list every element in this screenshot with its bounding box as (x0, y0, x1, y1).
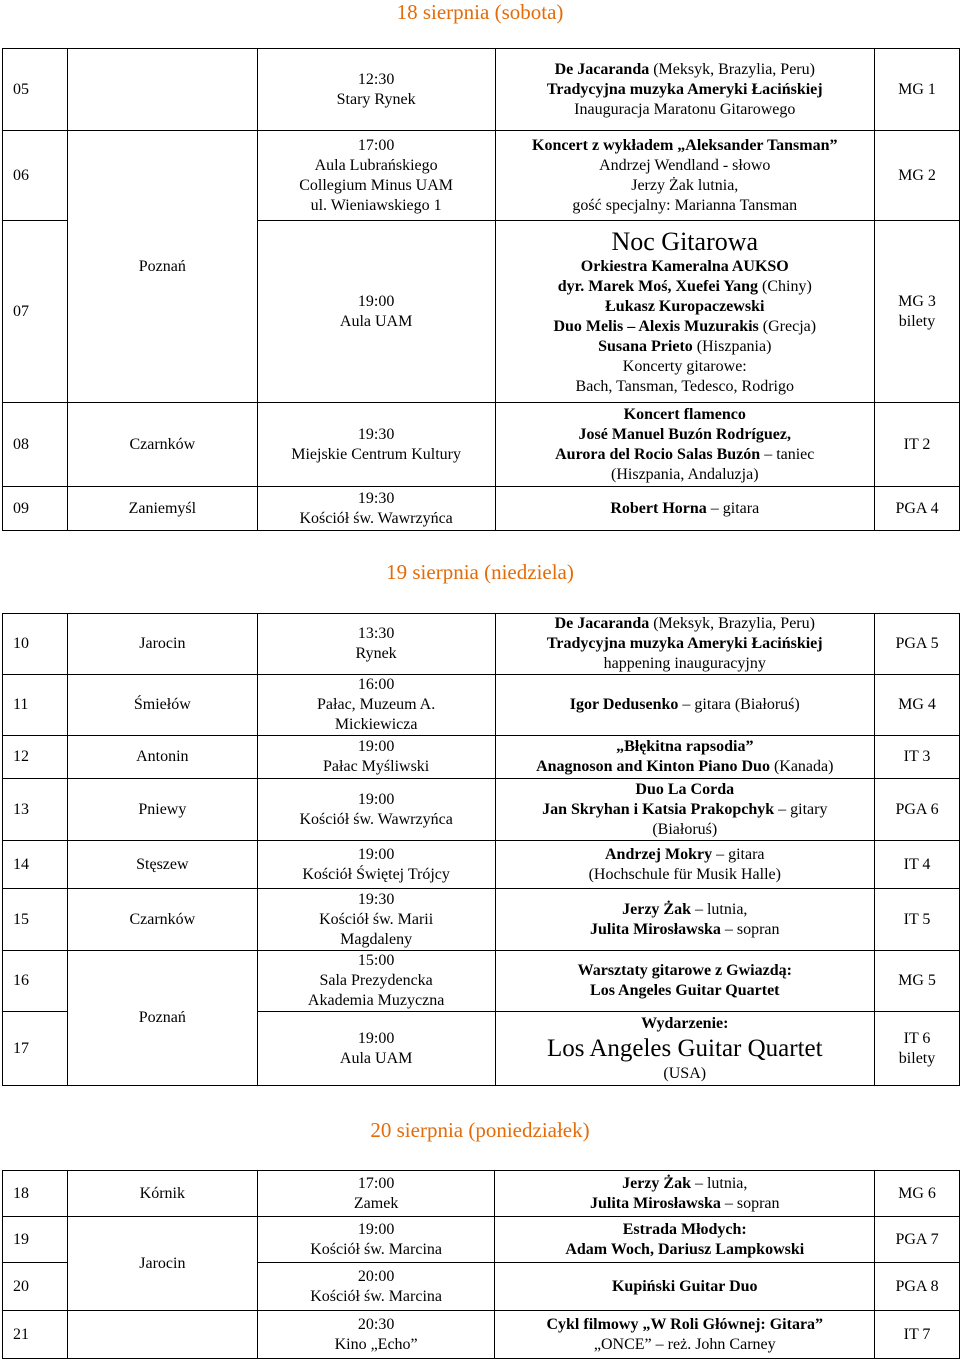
city-cell: Jarocin (67, 614, 257, 675)
event-number: 16 (3, 951, 68, 1012)
event-time: 19:00 (357, 1220, 395, 1238)
performer: Susana Prieto (598, 337, 693, 355)
event-time: 19:00 (357, 738, 395, 755)
event-venue: Kino „Echo” (334, 1335, 418, 1353)
event-description (495, 487, 875, 531)
event-time: 20:30 (357, 1315, 395, 1333)
role: – taniec (760, 445, 815, 463)
table-row (3, 49, 960, 131)
time-venue-cell (257, 221, 495, 403)
table-row (3, 779, 960, 841)
event-venue: Collegium Minus UAM (299, 176, 454, 194)
time-venue-cell (257, 779, 495, 841)
table-row (3, 1311, 960, 1359)
role: – sopran (720, 1194, 780, 1212)
event-time: 15:00 (357, 952, 395, 969)
event-title: Koncert z wykładem „Aleksander Tansman” (532, 136, 838, 154)
event-code: MG 6 (875, 1171, 960, 1217)
event-venue: Aula UAM (339, 1049, 413, 1067)
event-number: 18 (3, 1171, 68, 1217)
event-time: 16:00 (357, 676, 395, 693)
event-venue: Miejskie Centrum Kultury (291, 445, 461, 463)
event-time: 19:30 (357, 425, 395, 443)
time-venue-cell (257, 614, 495, 675)
performer: Los Angeles Guitar Quartet (590, 982, 780, 999)
director: – reż. John Carney (651, 1335, 776, 1353)
time-venue-cell (257, 951, 495, 1012)
event-time: 17:00 (357, 1174, 395, 1192)
time-venue-cell (257, 1012, 495, 1086)
event-time: 19:00 (357, 845, 395, 863)
event-line: (USA) (663, 1064, 707, 1082)
event-venue: Pałac Myśliwski (323, 758, 430, 775)
origin: (Grecja) (758, 317, 817, 335)
event-time: 19:30 (357, 489, 395, 507)
event-number: 19 (3, 1217, 68, 1263)
event-venue: Zamek (353, 1194, 399, 1212)
event-description (495, 1012, 875, 1086)
event-time: 12:30 (357, 70, 395, 88)
performer: Robert Horna (610, 499, 707, 517)
event-title: Estrada Młodych: (622, 1220, 747, 1238)
event-venue: Aula UAM (339, 312, 413, 330)
day-title-20: 20 sierpnia (poniedziałek) (370, 1118, 590, 1142)
event-code (875, 1012, 960, 1086)
event-number: 15 (3, 889, 68, 951)
day-title-19: 19 sierpnia (niedziela) (386, 560, 574, 584)
event-description (495, 779, 875, 841)
event-line: (Hiszpania, Andaluzja) (611, 465, 759, 483)
event-venue: Rynek (355, 645, 397, 662)
event-time: 19:30 (357, 890, 395, 908)
event-description (495, 49, 875, 131)
time-venue-cell (257, 403, 495, 487)
performer: Duo La Corda (635, 780, 735, 798)
event-title: Cykl filmowy „W Roli Głównej: Gitara” (546, 1315, 824, 1333)
city-cell (67, 49, 257, 131)
role: – gitara (712, 845, 765, 863)
time-venue-cell (257, 131, 495, 221)
event-note: Inauguracja Maratonu Gitarowego (574, 100, 796, 118)
event-number: 08 (3, 403, 68, 487)
event-description (495, 614, 875, 675)
event-line: Koncerty gitarowe: (622, 357, 747, 375)
table-row (3, 403, 960, 487)
city-cell: Poznań (67, 951, 257, 1086)
event-number: 10 (3, 614, 68, 675)
code-label: MG 3 (898, 292, 936, 310)
event-number: 17 (3, 1012, 68, 1086)
event-title-large: Noc Gitarowa (611, 226, 759, 256)
event-description (495, 1263, 875, 1311)
event-venue: Kościół św. Marcina (310, 1287, 443, 1305)
performer: Andrzej Mokry (605, 845, 713, 863)
event-line: Orkiestra Kameralna AUKSO (580, 257, 789, 275)
event-code: IT 2 (875, 403, 960, 487)
event-code: MG 1 (875, 49, 960, 131)
role: – gitara (706, 499, 760, 517)
event-number: 12 (3, 736, 68, 779)
event-description (495, 1311, 875, 1359)
table-row (3, 736, 960, 779)
event-code: MG 4 (875, 675, 960, 736)
event-description (495, 736, 875, 779)
event-label: Wydarzenie: (641, 1014, 729, 1032)
event-description (495, 403, 875, 487)
event-number: 06 (3, 131, 68, 221)
performer: Jerzy Żak (622, 1174, 691, 1192)
table-row (3, 614, 960, 675)
performer: Jerzy Żak (622, 900, 691, 918)
schedule-table-day1 (2, 48, 960, 531)
event-venue: Aula Lubrańskiego (314, 156, 438, 174)
event-time: 17:00 (357, 136, 395, 154)
event-code: PGA 6 (875, 779, 960, 841)
table-row (3, 131, 960, 221)
event-venue: Kościół św. Marii (319, 910, 434, 928)
origin: (Chiny) (758, 277, 812, 295)
performer: De Jacaranda (554, 60, 650, 78)
event-time: 19:00 (357, 790, 395, 808)
event-time: 19:00 (357, 292, 395, 310)
performer: Julita Mirosławska (590, 1194, 721, 1212)
performer: Duo Melis – Alexis Muzurakis (553, 317, 759, 335)
time-venue-cell (257, 841, 495, 889)
time-venue-cell (257, 1171, 495, 1217)
city-cell: Jarocin (67, 1217, 257, 1311)
event-description (495, 131, 875, 221)
event-code: IT 7 (875, 1311, 960, 1359)
performer: Julita Mirosławska (590, 920, 721, 938)
event-code: MG 5 (875, 951, 960, 1012)
event-number: 07 (3, 221, 68, 403)
city-cell: Kórnik (67, 1171, 257, 1217)
event-title: „Błękitna rapsodia” (616, 738, 754, 755)
table-row (3, 487, 960, 531)
role: – gitara (Białoruś) (678, 696, 800, 713)
event-code: PGA 7 (875, 1217, 960, 1263)
event-description (495, 1171, 875, 1217)
event-number: 20 (3, 1263, 68, 1311)
city-cell: Poznań (67, 131, 257, 403)
event-venue: Kościół św. Wawrzyńca (299, 810, 453, 828)
performer: Anagnoson and Kinton Piano Duo (536, 758, 770, 775)
event-line: Andrzej Wendland - słowo (599, 156, 771, 174)
event-note: happening inauguracyjny (603, 655, 766, 672)
city-cell: Antonin (67, 736, 257, 779)
time-venue-cell (257, 49, 495, 131)
role: – lutnia, (690, 1174, 748, 1192)
event-venue: Magdaleny (340, 930, 413, 948)
time-venue-cell (257, 1311, 495, 1359)
day-title-18: 18 sierpnia (sobota) (396, 0, 564, 24)
event-line: Jerzy Żak lutnia, (631, 176, 739, 194)
role: – lutnia, (690, 900, 748, 918)
event-line: (Hochschule für Musik Halle) (588, 865, 781, 883)
performer: Aurora del Rocio Salas Buzón (555, 445, 761, 463)
event-description (495, 889, 875, 951)
tickets-label: bilety (898, 1049, 936, 1067)
city-cell: Śmiełów (67, 675, 257, 736)
city-cell: Pniewy (67, 779, 257, 841)
event-venue: Kościół Świętej Trójcy (302, 865, 450, 883)
table-row (3, 675, 960, 736)
event-code: PGA 4 (875, 487, 960, 531)
event-code: PGA 8 (875, 1263, 960, 1311)
event-description (495, 1217, 875, 1263)
event-venue: Akademia Muzyczna (307, 992, 445, 1009)
event-code (875, 221, 960, 403)
event-number: 21 (3, 1311, 68, 1359)
event-description (495, 221, 875, 403)
performer: Adam Woch, Dariusz Lampkowski (565, 1240, 805, 1258)
event-time: 20:00 (357, 1267, 395, 1285)
performer: Łukasz Kuropaczewski (605, 297, 765, 315)
event-code: PGA 5 (875, 614, 960, 675)
event-description (495, 841, 875, 889)
origin: (Meksyk, Brazylia, Peru) (649, 615, 815, 632)
origin: (Hiszpania) (692, 337, 772, 355)
event-subtitle: Tradycyjna muzyka Ameryki Łacińskiej (546, 635, 823, 652)
event-venue: Pałac, Muzeum A. (317, 696, 436, 713)
event-description (495, 951, 875, 1012)
event-description (495, 675, 875, 736)
event-code: IT 4 (875, 841, 960, 889)
event-line: (Białoruś) (652, 820, 718, 838)
event-code: IT 3 (875, 736, 960, 779)
performer: Kupiński Guitar Duo (611, 1277, 758, 1295)
performer: Jan Skryhan i Katsia Prakopchyk (542, 800, 775, 818)
event-code: IT 5 (875, 889, 960, 951)
event-code: MG 2 (875, 131, 960, 221)
event-time: 13:30 (357, 625, 395, 642)
event-number: 13 (3, 779, 68, 841)
time-venue-cell (257, 736, 495, 779)
schedule-table-day3 (2, 1170, 960, 1359)
table-row (3, 841, 960, 889)
event-venue: Mickiewicza (334, 716, 418, 733)
event-title: Koncert flamenco (623, 405, 746, 423)
city-cell: Czarnków (67, 403, 257, 487)
performer: José Manuel Buzón Rodríguez, (578, 425, 791, 443)
event-number: 14 (3, 841, 68, 889)
table-row (3, 1217, 960, 1263)
performer: De Jacaranda (554, 615, 650, 632)
event-number: 11 (3, 675, 68, 736)
event-venue: Kościół św. Marcina (310, 1240, 443, 1258)
performer: dyr. Marek Moś, Xuefei Yang (557, 277, 759, 295)
performer: Igor Dedusenko (569, 696, 679, 713)
role: – gitary (774, 800, 828, 818)
time-venue-cell (257, 675, 495, 736)
event-line: gość specjalny: Marianna Tansman (572, 196, 798, 214)
city-cell: Zaniemyśl (67, 487, 257, 531)
event-number: 05 (3, 49, 68, 131)
origin: (Meksyk, Brazylia, Peru) (649, 60, 815, 78)
event-venue: Kościół św. Wawrzyńca (299, 509, 453, 527)
origin: (Kanada) (769, 758, 834, 775)
schedule-table-day2 (2, 613, 960, 1086)
time-venue-cell (257, 1217, 495, 1263)
table-row (3, 1171, 960, 1217)
event-venue: ul. Wieniawskiego 1 (310, 196, 442, 214)
city-cell: Stęszew (67, 841, 257, 889)
film-title: „ONCE” (593, 1335, 652, 1353)
event-title-large: Los Angeles Guitar Quartet (546, 1034, 823, 1062)
time-venue-cell (257, 487, 495, 531)
event-venue: Stary Rynek (336, 90, 416, 108)
tickets-label: bilety (898, 312, 936, 330)
table-row (3, 889, 960, 951)
event-title: Warsztaty gitarowe z Gwiazdą: (577, 962, 792, 979)
event-time: 19:00 (357, 1029, 395, 1047)
city-cell: Czarnków (67, 889, 257, 951)
event-subtitle: Tradycyjna muzyka Ameryki Łacińskiej (546, 80, 823, 98)
code-label: IT 6 (903, 1029, 931, 1047)
event-number: 09 (3, 487, 68, 531)
city-cell (67, 1311, 257, 1359)
time-venue-cell (257, 1263, 495, 1311)
role: – sopran (720, 920, 780, 938)
time-venue-cell (257, 889, 495, 951)
table-row (3, 951, 960, 1012)
event-venue: Sala Prezydencka (319, 972, 433, 989)
event-line: Bach, Tansman, Tedesco, Rodrigo (575, 377, 794, 395)
